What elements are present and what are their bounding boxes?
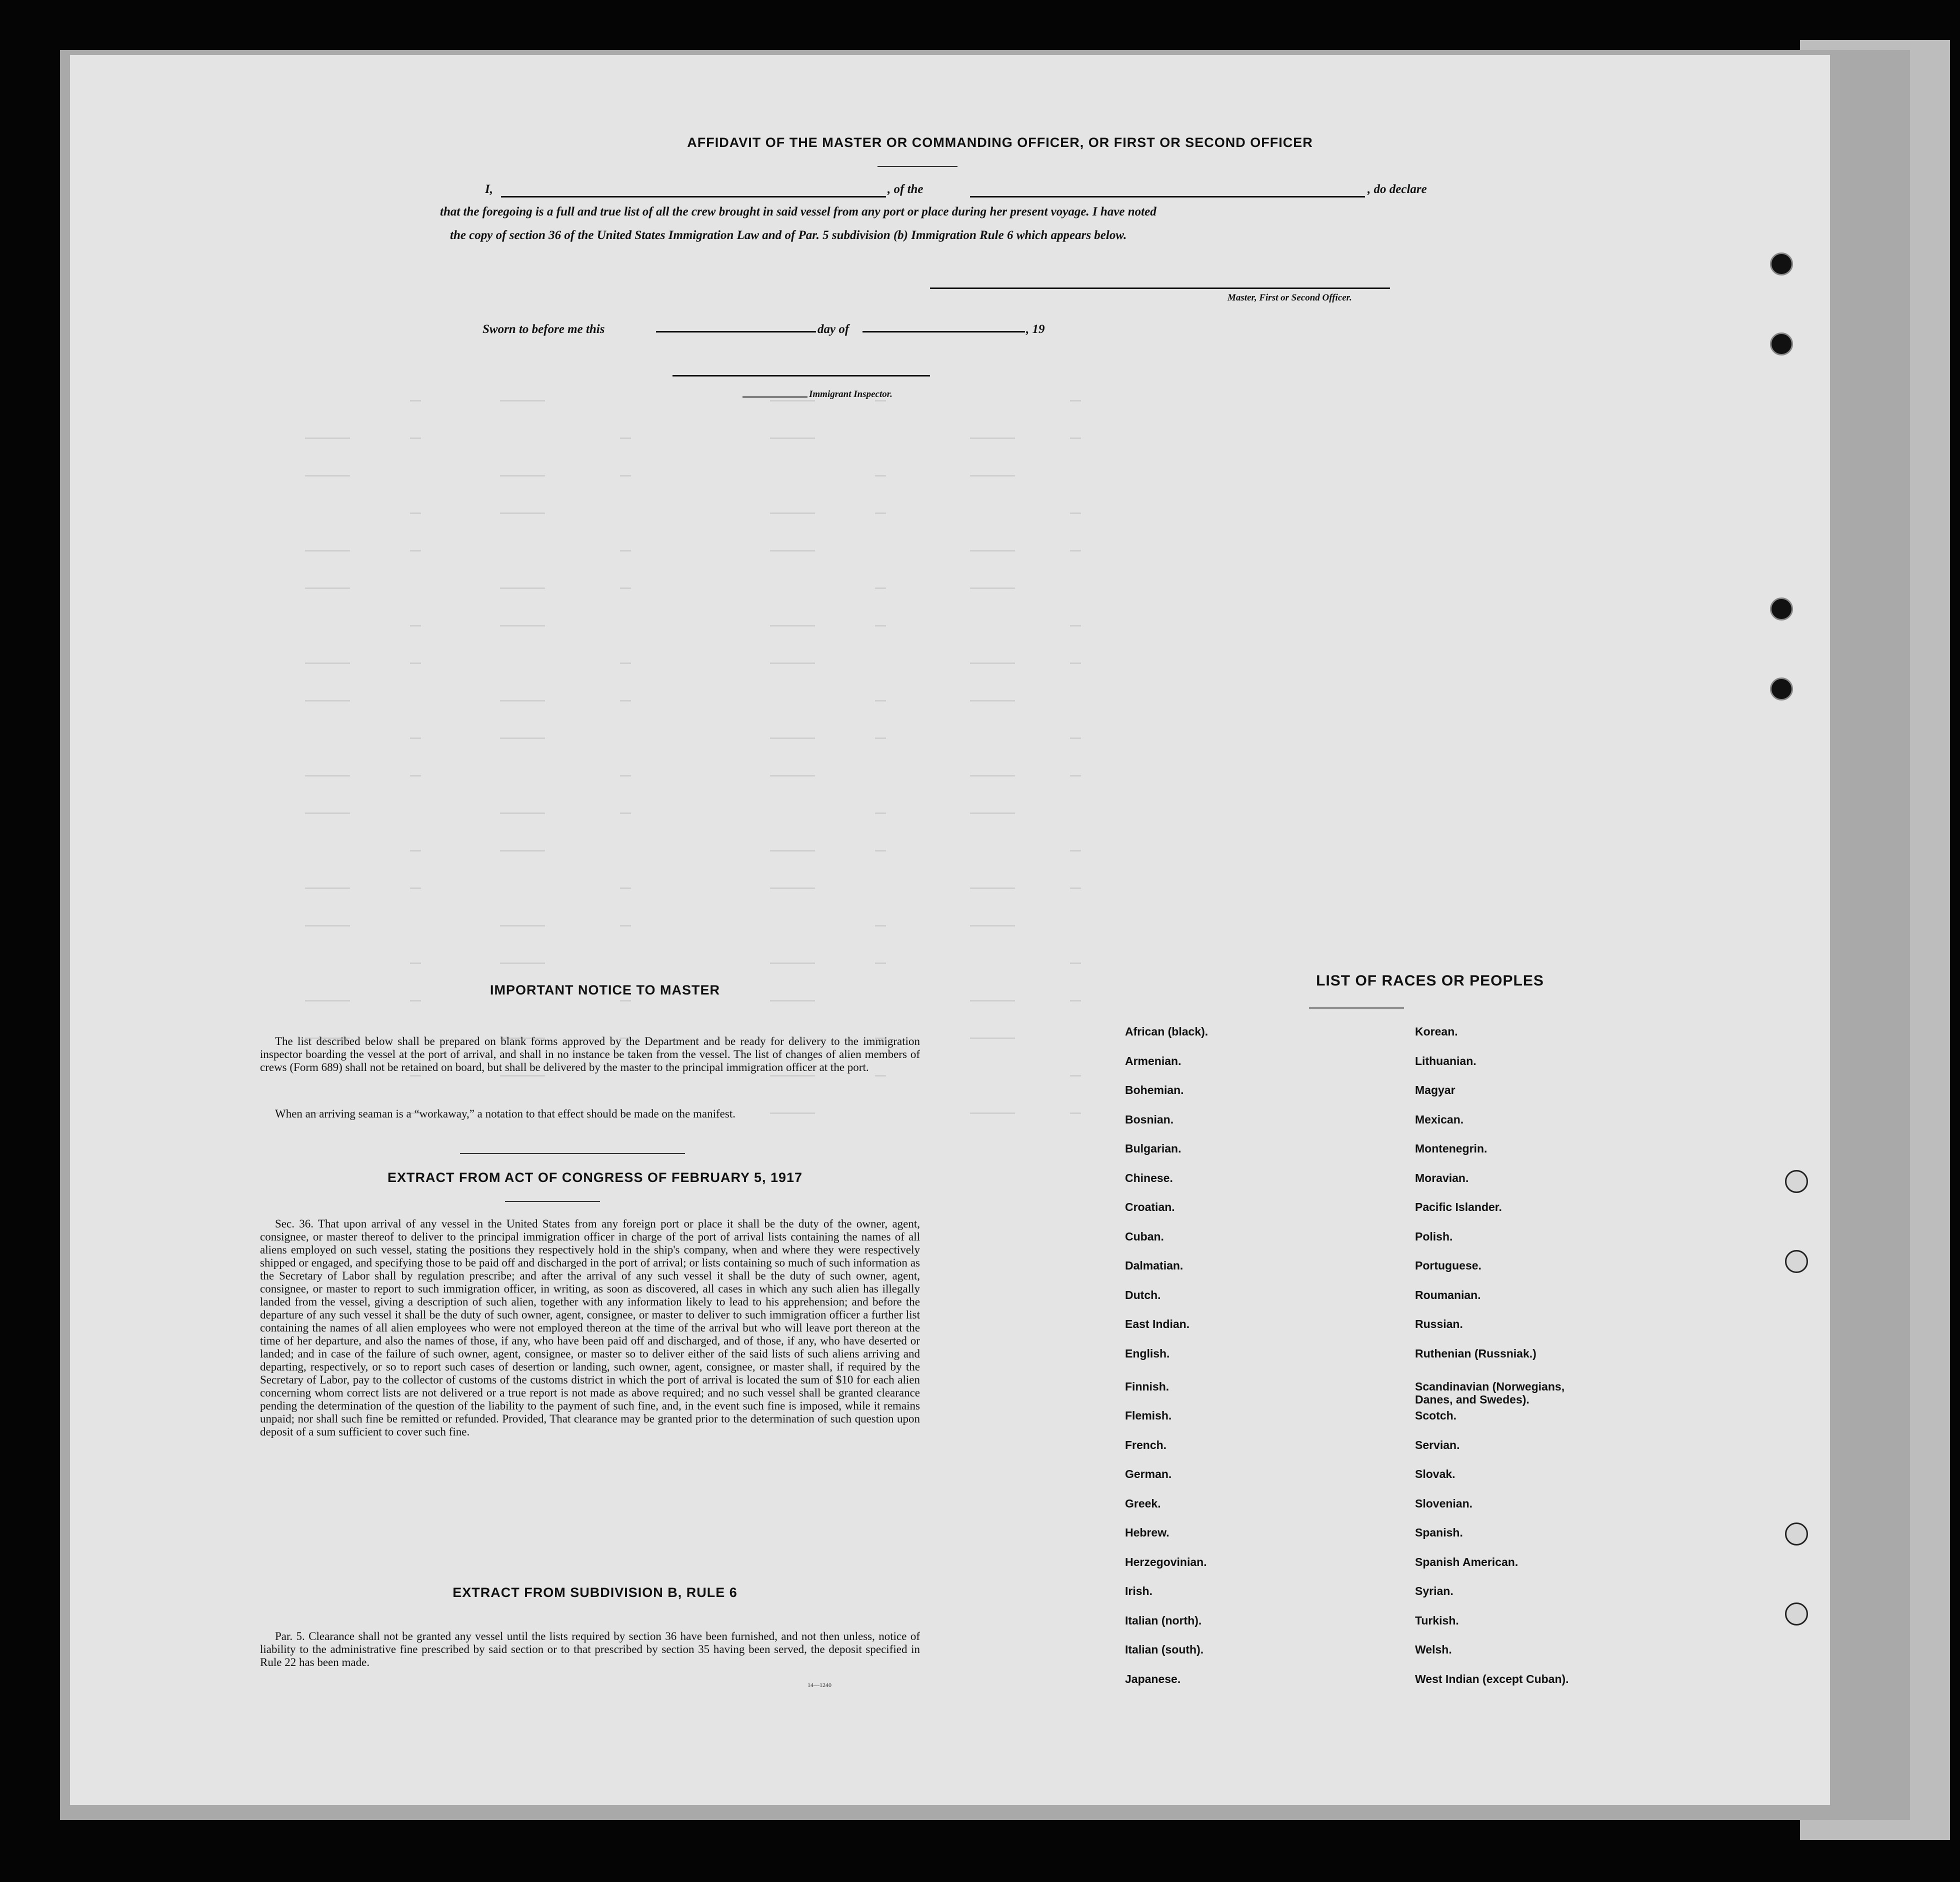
race-item: Korean.	[1415, 1025, 1458, 1038]
bleed-through-mark	[875, 962, 886, 964]
bleed-through-mark	[970, 662, 1015, 664]
race-item: African (black).	[1125, 1025, 1208, 1038]
bleed-through-mark	[1070, 625, 1081, 626]
race-item: Scotch.	[1415, 1409, 1457, 1422]
race-item: Slovak.	[1415, 1468, 1456, 1480]
notice-paragraph-2: When an arriving seaman is a “workaway,” a notation to that effect should be made on the manifest.	[275, 1108, 736, 1120]
race-item: Mexican.	[1415, 1112, 1464, 1126]
bleed-through-mark	[410, 888, 421, 889]
bleed-through-mark	[970, 925, 1015, 926]
bleed-through-mark	[500, 925, 545, 926]
race-item: Bulgarian.	[1125, 1142, 1182, 1155]
name-blank[interactable]	[501, 196, 886, 198]
race-item: German.	[1125, 1468, 1172, 1480]
bleed-through-mark	[1070, 775, 1081, 776]
notice-divider	[460, 1153, 685, 1154]
bleed-through-mark	[970, 700, 1015, 702]
bleed-through-mark	[770, 662, 815, 664]
affidavit-title: AFFIDAVIT OF THE MASTER OR COMMANDING OFFICER, OR FIRST OR SECOND OFFICER	[687, 135, 1313, 150]
race-item: Hebrew.	[1125, 1526, 1170, 1539]
reinforcement-ring	[1785, 1250, 1808, 1273]
bleed-through-mark	[305, 700, 350, 702]
bleed-through-mark	[500, 850, 545, 852]
race-item: Bohemian.	[1125, 1084, 1184, 1096]
bleed-through-mark	[620, 775, 631, 776]
race-item: Herzegovinian.	[1125, 1555, 1207, 1568]
race-item: Finnish.	[1125, 1380, 1170, 1393]
race-item: Slovenian.	[1415, 1496, 1473, 1510]
bleed-through-mark	[410, 775, 421, 776]
bleed-through-mark	[500, 812, 545, 814]
race-item: Portuguese.	[1415, 1259, 1482, 1272]
title-divider	[878, 166, 958, 167]
race-item: English.	[1125, 1346, 1170, 1360]
sworn-year: , 19	[1026, 322, 1045, 336]
race-item: Flemish.	[1125, 1409, 1172, 1422]
bleed-through-mark	[410, 1075, 421, 1076]
race-item: Servian.	[1415, 1438, 1460, 1452]
race-item: French.	[1125, 1438, 1167, 1452]
race-item: Bosnian.	[1125, 1112, 1174, 1126]
rule-extract-title: EXTRACT FROM SUBDIVISION B, RULE 6	[452, 1585, 738, 1600]
bleed-through-mark	[770, 625, 815, 626]
bleed-through-mark	[620, 812, 631, 814]
master-signature-label: Master, First or Second Officer.	[1228, 292, 1352, 303]
bleed-through-mark	[1070, 962, 1081, 964]
bleed-through-mark	[500, 512, 545, 514]
bleed-through-mark	[500, 700, 545, 702]
bleed-through-mark	[1070, 550, 1081, 552]
bleed-through-mark	[305, 438, 350, 439]
bleed-through-mark	[620, 700, 631, 702]
inspector-signature-line[interactable]	[672, 375, 930, 376]
bleed-through-mark	[770, 1075, 815, 1076]
bleed-through-mark	[305, 1000, 350, 1002]
bleed-through-mark	[620, 925, 631, 926]
inspector-short-line	[742, 396, 808, 398]
race-item: Spanish.	[1415, 1526, 1463, 1539]
bleed-through-mark	[305, 775, 350, 776]
bleed-through-mark	[875, 700, 886, 702]
race-item: Spanish American.	[1415, 1555, 1518, 1568]
bleed-through-mark	[620, 1000, 631, 1002]
bleed-through-mark	[970, 588, 1015, 589]
bleed-through-mark	[770, 962, 815, 964]
bleed-through-mark	[875, 625, 886, 626]
bleed-through-mark	[1070, 888, 1081, 889]
bleed-through-mark	[1070, 1112, 1081, 1114]
bleed-through-mark	[1070, 400, 1081, 402]
bleed-through-mark	[410, 400, 421, 402]
affidavit-of-the: , of the	[888, 182, 924, 196]
race-item: Japanese.	[1125, 1672, 1181, 1686]
bleed-through-mark	[1070, 850, 1081, 852]
race-item: Cuban.	[1125, 1230, 1164, 1243]
affidavit-line-3: the copy of section 36 of the United States Immigration Law and of Par. 5 subdivision (b) Immigration Rule 6 which appears below.	[450, 228, 1127, 242]
race-item: Dalmatian.	[1125, 1259, 1184, 1272]
bleed-through-mark	[970, 1112, 1015, 1114]
bleed-through-mark	[875, 850, 886, 852]
sworn-day-of: day of	[818, 322, 850, 336]
race-item: Lithuanian.	[1415, 1054, 1476, 1068]
bleed-through-mark	[970, 1000, 1015, 1002]
bleed-through-mark	[410, 662, 421, 664]
bleed-through-mark	[875, 812, 886, 814]
race-item: Italian (south).	[1125, 1643, 1204, 1656]
bleed-through-mark	[970, 475, 1015, 476]
affidavit-line-2: that the foregoing is a full and true list of all the crew brought in said vessel from any port or place during her present voyage. I have noted	[440, 205, 1156, 218]
race-item: Dutch.	[1125, 1288, 1161, 1302]
race-item: Irish.	[1125, 1584, 1152, 1598]
bleed-through-mark	[1070, 512, 1081, 514]
race-item: Welsh.	[1415, 1643, 1452, 1656]
bleed-through-mark	[620, 438, 631, 439]
vessel-blank[interactable]	[970, 196, 1365, 198]
bleed-through-mark	[770, 400, 815, 402]
race-item: Russian.	[1415, 1318, 1463, 1330]
bleed-through-mark	[875, 738, 886, 739]
race-item: Turkish.	[1415, 1614, 1459, 1627]
document-page	[70, 55, 1830, 1805]
race-item: Ruthenian (Russniak.)	[1415, 1346, 1536, 1360]
inspector-label: Immigrant Inspector.	[809, 389, 892, 400]
race-item: Chinese.	[1125, 1171, 1173, 1184]
bleed-through-mark	[875, 512, 886, 514]
bleed-through-mark	[1070, 738, 1081, 739]
bleed-through-mark	[875, 475, 886, 476]
bleed-through-mark	[620, 888, 631, 889]
bleed-through-mark	[970, 812, 1015, 814]
bleed-through-mark	[305, 550, 350, 552]
race-item: Pacific Islander.	[1415, 1200, 1502, 1214]
bleed-through-mark	[410, 850, 421, 852]
bleed-through-mark	[305, 475, 350, 476]
bleed-through-mark	[410, 1000, 421, 1002]
bleed-through-mark	[770, 850, 815, 852]
race-item: Magyar	[1415, 1084, 1456, 1096]
bleed-through-mark	[305, 588, 350, 589]
bleed-through-mark	[1070, 662, 1081, 664]
bleed-through-mark	[305, 812, 350, 814]
race-item: Croatian.	[1125, 1200, 1175, 1214]
bleed-through-mark	[970, 775, 1015, 776]
form-number: 14—1240	[808, 1682, 832, 1688]
bleed-through-mark	[620, 550, 631, 552]
bleed-through-mark	[770, 888, 815, 889]
bleed-through-mark	[770, 512, 815, 514]
act-extract-title: EXTRACT FROM ACT OF CONGRESS OF FEBRUARY 5, 1917	[387, 1170, 803, 1185]
bleed-through-mark	[500, 588, 545, 589]
bleed-through-mark	[410, 738, 421, 739]
bleed-through-mark	[620, 588, 631, 589]
bleed-through-mark	[410, 625, 421, 626]
bleed-through-mark	[620, 662, 631, 664]
affidavit-i: I,	[485, 182, 493, 196]
bleed-through-mark	[305, 888, 350, 889]
sworn-prefix: Sworn to before me this	[482, 322, 605, 336]
race-item: East Indian.	[1125, 1318, 1190, 1330]
sworn-day-blank[interactable]	[656, 331, 816, 332]
bleed-through-mark	[770, 775, 815, 776]
master-signature-line[interactable]	[930, 288, 1390, 289]
bleed-through-mark	[410, 438, 421, 439]
bleed-through-mark	[875, 1075, 886, 1076]
punch-hole	[1770, 678, 1793, 700]
bleed-through-mark	[970, 438, 1015, 439]
affidavit-do-declare: , do declare	[1368, 182, 1427, 196]
punch-hole	[1770, 598, 1793, 620]
bleed-through-mark	[305, 925, 350, 926]
race-item: Polish.	[1415, 1230, 1453, 1243]
notice-paragraph-1: The list described below shall be prepared on blank forms approved by the Department and be ready for delivery to the immigration inspector boarding the vessel at the port of arrival, and shall in no instance be taken from the vessel. The list of changes of alien members of crews (Form 689) shall not be retained on board, but shall be delivered by the master to the principal immigration officer at the port.	[260, 1035, 920, 1074]
bleed-through-mark	[500, 625, 545, 626]
bleed-through-mark	[620, 475, 631, 476]
bleed-through-mark	[500, 1075, 545, 1076]
bleed-through-mark	[970, 550, 1015, 552]
bleed-through-mark	[410, 962, 421, 964]
bleed-through-mark	[875, 400, 886, 402]
act-divider	[505, 1201, 600, 1202]
race-item: Armenian.	[1125, 1054, 1182, 1068]
bleed-through-mark	[305, 662, 350, 664]
bleed-through-mark	[410, 550, 421, 552]
bleed-through-mark	[875, 925, 886, 926]
bleed-through-mark	[875, 588, 886, 589]
punch-hole	[1770, 252, 1793, 276]
bleed-through-mark	[500, 475, 545, 476]
bleed-through-mark	[500, 400, 545, 402]
bleed-through-mark	[970, 1038, 1015, 1039]
race-item: Montenegrin.	[1415, 1142, 1488, 1155]
race-item: Moravian.	[1415, 1171, 1469, 1184]
reinforcement-ring	[1785, 1602, 1808, 1626]
bleed-through-mark	[410, 512, 421, 514]
race-item: West Indian (except Cuban).	[1415, 1672, 1569, 1686]
bleed-through-mark	[1070, 1000, 1081, 1002]
race-item: Roumanian.	[1415, 1288, 1481, 1302]
race-item: Syrian.	[1415, 1584, 1454, 1598]
bleed-through-mark	[770, 550, 815, 552]
act-extract-text: Sec. 36. That upon arrival of any vessel in the United States from any foreign port or place it shall be the duty of the owner, agent, consignee, or master thereof to deliver to the principal immigration officer in charge of the port of arrival lists containing the names of all aliens employed on such vessel, stating the positions they respectively hold in the ship's company, when and where they were respectively shipped or engaged, and specifying those to be paid off and discharged in the port of arrival; or lists containing so much of such information as the Secretary of Labor shall by regulation prescribe; and after the arrival of any such vessel it shall be the duty of such owner, agent, consignee, or master to report to such immigration officer, in writing, as soon as discovered, all cases in which any such alien has illegally landed from the vessel, giving a description of such alien, together with any information likely to lead to his apprehension; and before the departure of any such vessel it shall be the duty of such owner, agent, consignee, or master to deliver to such immigration officer a further list containing the names of all alien employees who were not employed thereon at the time of the arrival but who will leave port thereon at the time of her departure, and also the names of those, if any, who have been paid off and discharged, and of those, if any, who have deserted or landed; and in case of the failure of such owner, agent, consignee, or master so to deliver either of the said lists of such aliens arriving and departing, respectively, or so to report such cases of desertion or landing, such owner, agent, consignee, or master shall, if required by the Secretary of Labor, pay to the collector of customs of the customs district in which the port of arrival is located the sum of $10 for each alien concerning whom correct lists are not delivered or a true report is not made as above required; and no such vessel shall be granted clearance pending the determination of the question of the liability to the payment of such fine, and, in the event such fine is imposed, while it remains unpaid; nor shall such fine be remitted or refunded. Provided, That clearance may be granted prior to the determination of such question upon deposit of a sum sufficient to cover such fine.	[260, 1218, 920, 1438]
sworn-month-blank[interactable]	[862, 331, 1025, 332]
race-item: Greek.	[1125, 1496, 1161, 1510]
bleed-through-mark	[770, 1000, 815, 1002]
race-item: Scandinavian (Norwegians, Danes, and Swedes).	[1415, 1380, 1565, 1406]
bleed-through-mark	[770, 738, 815, 739]
bleed-through-mark	[770, 438, 815, 439]
rule-extract-text: Par. 5. Clearance shall not be granted any vessel until the lists required by section 36 have been furnished, and not then unless, notice of liability to the administrative fine prescribed by said section or to that prescribed by section 35 having been served, the deposit specified in Rule 22 has been made.	[260, 1630, 920, 1668]
races-title: LIST OF RACES OR PEOPLES	[1316, 972, 1544, 989]
bleed-through-mark	[500, 962, 545, 964]
bleed-through-mark	[500, 738, 545, 739]
notice-title: IMPORTANT NOTICE TO MASTER	[490, 982, 720, 998]
bleed-through-mark	[1070, 1075, 1081, 1076]
reinforcement-ring	[1785, 1522, 1808, 1546]
punch-hole	[1770, 332, 1793, 356]
bleed-through-mark	[1070, 438, 1081, 439]
bleed-through-mark	[970, 888, 1015, 889]
reinforcement-ring	[1785, 1170, 1808, 1193]
race-item: Italian (north).	[1125, 1614, 1202, 1627]
